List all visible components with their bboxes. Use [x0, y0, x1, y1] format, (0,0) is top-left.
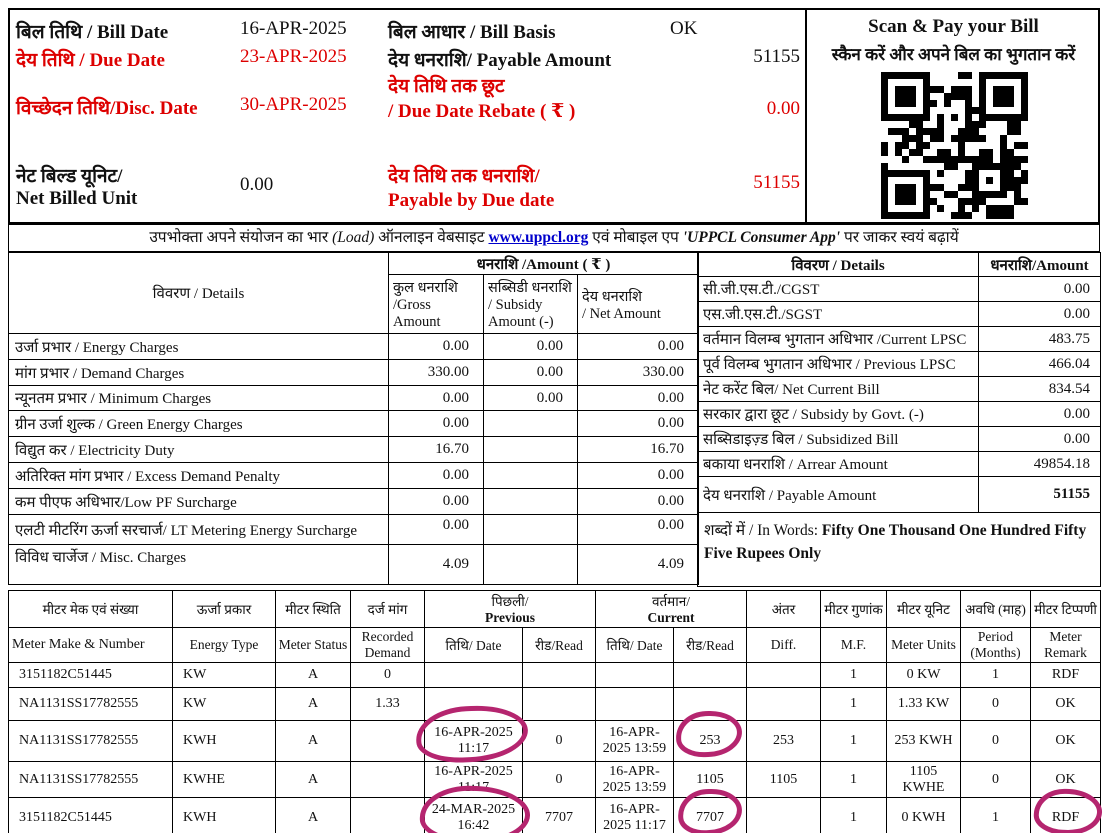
detail-label: वर्तमान विलम्ब भुगतान अधिभार /Current LPSC — [698, 327, 979, 352]
col-header-cur-read: रीड/Read — [674, 628, 747, 663]
cell: 0.00 — [389, 411, 484, 437]
bill-date-value: 16-APR-2025 — [240, 18, 347, 39]
col-header-demand-hi: दर्ज मांग — [351, 591, 425, 628]
cell: 0.00 — [578, 489, 699, 515]
cell: A — [276, 721, 351, 762]
cell: 0.00 — [578, 386, 699, 411]
cell — [596, 688, 674, 721]
cell: 4.09 — [578, 545, 699, 585]
col-header-make-en: Meter Make & Number — [9, 628, 173, 663]
cell: KWHE — [173, 762, 276, 798]
cell — [596, 663, 674, 688]
cell: KW — [173, 688, 276, 721]
cell: 16.70 — [578, 437, 699, 463]
cell — [425, 663, 523, 688]
payable-by-due-date-label-en: Payable by Due date — [388, 190, 555, 211]
cell: 1 — [961, 663, 1031, 688]
cell — [484, 489, 578, 515]
cell: 0.00 — [389, 515, 484, 545]
cell — [351, 798, 425, 833]
cell: 834.54 — [979, 377, 1101, 402]
due-date-label: देय तिथि / Due Date — [16, 50, 165, 71]
cell: 253 — [747, 721, 821, 762]
cell: A — [276, 663, 351, 688]
cell: OK — [1031, 762, 1101, 798]
cell — [674, 688, 747, 721]
cell — [747, 663, 821, 688]
meter-number: 3151182C51445 — [9, 663, 173, 688]
cell: 0 — [961, 762, 1031, 798]
cell — [351, 762, 425, 798]
cell — [747, 688, 821, 721]
cell: A — [276, 798, 351, 833]
cell — [484, 515, 578, 545]
notice-text-3: एवं मोबाइल एप — [588, 229, 683, 246]
cell: 49854.18 — [979, 452, 1101, 477]
charges-details-header: विवरण / Details — [9, 253, 389, 334]
table-row — [698, 513, 1101, 587]
cell-row5-previous-date: 24-MAR-2025 16:42 — [425, 798, 523, 833]
cell: 0.00 — [389, 489, 484, 515]
cell: 0.00 — [578, 515, 699, 545]
payable-by-due-date-value: 51155 — [753, 172, 800, 193]
table-row — [698, 477, 1101, 513]
cell: 0.00 — [578, 411, 699, 437]
charges-amount-header: धनराशि /Amount ( ₹ ) — [389, 253, 699, 275]
due-date-rebate-label-en: / Due Date Rebate ( ₹ ) — [388, 101, 576, 122]
col-header-remark-hi: मीटर टिप्पणी — [1031, 591, 1101, 628]
cell: 0.00 — [389, 334, 484, 360]
bill-date-label: बिल तिथि / Bill Date — [16, 22, 169, 43]
cell: 0.00 — [578, 463, 699, 489]
charge-label: अतिरिक्त मांग प्रभार / Excess Demand Penalty — [9, 463, 389, 489]
cell — [523, 688, 596, 721]
detail-label: एस.जी.एस.टी./SGST — [698, 302, 979, 327]
gross-amount-header: कुल धनराशि /Gross Amount — [389, 275, 484, 334]
table-row — [9, 545, 699, 585]
table-row — [698, 402, 1101, 427]
bill-summary-box — [8, 8, 1100, 224]
cell: 7707 — [523, 798, 596, 833]
detail-label: सब्सिडाइज़्ड बिल / Subsidized Bill — [698, 427, 979, 452]
table-row — [698, 352, 1101, 377]
cell: 0.00 — [979, 427, 1101, 452]
uppcl-website-link[interactable]: www.uppcl.org — [488, 229, 589, 246]
detail-label: देय धनराशि / Payable Amount — [698, 477, 979, 513]
cell: 16.70 — [389, 437, 484, 463]
scan-and-pay-pane — [805, 10, 1100, 222]
net-billed-unit-label-en: Net Billed Unit — [16, 188, 138, 209]
notice-text-1: उपभोक्ता अपने संयोजन का भार — [149, 229, 333, 246]
detail-label: सरकार द्वारा छूट / Subsidy by Govt. (-) — [698, 402, 979, 427]
cell — [747, 798, 821, 833]
cell — [484, 545, 578, 585]
col-header-demand-en: Recorded Demand — [351, 628, 425, 663]
notice-load-word: (Load) — [332, 229, 375, 246]
table-row — [9, 463, 699, 489]
cell: 1.33 — [351, 688, 425, 721]
cell: 16-APR-2025 11:17 — [596, 798, 674, 833]
detail-label: बकाया धनराशि / Arrear Amount — [698, 452, 979, 477]
table-row — [9, 386, 699, 411]
cell: 0 KWH — [887, 798, 961, 833]
cell: 1 — [821, 663, 887, 688]
cell: 253 KWH — [887, 721, 961, 762]
col-header-diff-hi: अंतर — [747, 591, 821, 628]
col-header-remark-en: Meter Remark — [1031, 628, 1101, 663]
cell — [484, 437, 578, 463]
cell: 0.00 — [484, 386, 578, 411]
detail-label: पूर्व विलम्ब भुगतान अधिभार / Previous LPSC — [698, 352, 979, 377]
cell: 466.04 — [979, 352, 1101, 377]
cell-row3-previous-date: 16-APR-2025 11:17 — [425, 721, 523, 762]
cell: OK — [1031, 688, 1101, 721]
table-row — [9, 663, 1101, 688]
payable-amount-label: देय धनराशि/ Payable Amount — [388, 50, 612, 71]
table-row — [9, 489, 699, 515]
scan-pay-title: Scan & Pay your Bill — [868, 16, 1039, 37]
cell — [425, 688, 523, 721]
subsidy-amount-header: सब्सिडी धनराशि / Subsidy Amount (-) — [484, 275, 578, 334]
col-header-period-hi: अवधि (माह) — [961, 591, 1031, 628]
notice-app-name: 'UPPCL Consumer App' — [682, 229, 841, 246]
cell: 0 — [351, 663, 425, 688]
meter-number: NA1131SS17782555 — [9, 688, 173, 721]
table-row — [9, 688, 1101, 721]
cell-row5-current-read: 7707 — [674, 798, 747, 833]
details-amount-header: धनराशि/Amount — [979, 253, 1101, 277]
bill-basis-label: बिल आधार / Bill Basis — [388, 22, 556, 43]
col-header-cur-date: तिथि/ Date — [596, 628, 674, 663]
due-date-value: 23-APR-2025 — [240, 46, 347, 67]
charge-label: कम पीएफ अधिभार/Low PF Surcharge — [9, 489, 389, 515]
cell: 483.75 — [979, 327, 1101, 352]
col-header-prev-date: तिथि/ Date — [425, 628, 523, 663]
detail-label: नेट करेंट बिल/ Net Current Bill — [698, 377, 979, 402]
cell — [674, 663, 747, 688]
cell: 1105 KWHE — [887, 762, 961, 798]
cell: 16-APR-2025 13:59 — [596, 762, 674, 798]
cell: 330.00 — [578, 360, 699, 386]
cell: A — [276, 688, 351, 721]
cell: 0.00 — [979, 277, 1101, 302]
charge-label: न्यूनतम प्रभार / Minimum Charges — [9, 386, 389, 411]
col-header-period-en: Period (Months) — [961, 628, 1031, 663]
cell: 4.09 — [389, 545, 484, 585]
col-header-mf-en: M.F. — [821, 628, 887, 663]
cell: OK — [1031, 721, 1101, 762]
cell: 0 — [523, 721, 596, 762]
charge-label: उर्जा प्रभार / Energy Charges — [9, 334, 389, 360]
cell: KWH — [173, 798, 276, 833]
cell: RDF — [1031, 663, 1101, 688]
cell: 1105 — [747, 762, 821, 798]
cell: 1 — [821, 688, 887, 721]
net-billed-unit-value: 0.00 — [240, 174, 274, 195]
net-billed-unit-label-hi: नेट बिल्ड यूनिट/ — [16, 166, 123, 187]
meter-number: NA1131SS17782555 — [9, 762, 173, 798]
cell: 0.00 — [578, 334, 699, 360]
cell: 1 — [821, 762, 887, 798]
charge-label: विद्युत कर / Electricity Duty — [9, 437, 389, 463]
col-header-energy-en: Energy Type — [173, 628, 276, 663]
cell: 0.00 — [389, 463, 484, 489]
qr-code — [881, 72, 1028, 219]
charges-table — [8, 252, 699, 585]
table-row — [9, 437, 699, 463]
disc-date-label: विच्छेदन तिथि/Disc. Date — [16, 98, 198, 119]
col-header-units-en: Meter Units — [887, 628, 961, 663]
cell: 0 — [523, 762, 596, 798]
cell — [484, 411, 578, 437]
col-header-diff-en: Diff. — [747, 628, 821, 663]
table-row — [698, 452, 1101, 477]
due-date-rebate-label-hi: देय तिथि तक छूट — [388, 76, 505, 97]
cell: 330.00 — [389, 360, 484, 386]
payable-amount-cell: 51155 — [979, 477, 1101, 513]
bill-basis-value: OK — [670, 18, 698, 39]
table-row — [9, 411, 699, 437]
cell: 0.00 — [979, 402, 1101, 427]
cell: 1 — [961, 798, 1031, 833]
charge-label: विविध चार्जेज / Misc. Charges — [9, 545, 389, 585]
detail-label: सी.जी.एस.टी./CGST — [698, 277, 979, 302]
table-row — [698, 427, 1101, 452]
charge-label: ग्रीन उर्जा शुल्क / Green Energy Charges — [9, 411, 389, 437]
col-header-status-hi: मीटर स्थिति — [276, 591, 351, 628]
col-header-mf-hi: मीटर गुणांक — [821, 591, 887, 628]
cell: KWH — [173, 721, 276, 762]
cell: 0 — [961, 688, 1031, 721]
cell: A — [276, 762, 351, 798]
cell: 0.00 — [484, 360, 578, 386]
cell: 0.00 — [389, 386, 484, 411]
cell: 16-APR-2025 13:59 — [596, 721, 674, 762]
col-header-prev-read: रीड/Read — [523, 628, 596, 663]
table-row — [698, 377, 1101, 402]
meter-number: NA1131SS17782555 — [9, 721, 173, 762]
cell — [523, 663, 596, 688]
amount-in-words: शब्दों में / In Words: Fifty One Thousand One Hundred Fifty Five Rupees Only — [698, 513, 1101, 587]
cell — [351, 721, 425, 762]
details-header: विवरण / Details — [698, 253, 979, 277]
charge-label: एलटी मीटरिंग ऊर्जा सरचार्ज/ LT Metering Energy Surcharge — [9, 515, 389, 545]
cell: KW — [173, 663, 276, 688]
payable-amount-value: 51155 — [753, 46, 800, 67]
disc-date-value: 30-APR-2025 — [240, 94, 347, 115]
cell: RDF — [1031, 798, 1101, 833]
cell: 0.00 — [484, 334, 578, 360]
cell — [484, 463, 578, 489]
cell: 0 — [961, 721, 1031, 762]
table-row — [9, 360, 699, 386]
col-header-make-hi: मीटर मेक एवं संख्या — [9, 591, 173, 628]
charge-label: मांग प्रभार / Demand Charges — [9, 360, 389, 386]
net-amount-header: देय धनराशि / Net Amount — [578, 275, 699, 334]
table-row — [9, 762, 1101, 798]
cell: 1105 — [674, 762, 747, 798]
cell: 16-APR-2025 11:17 — [425, 762, 523, 798]
col-header-units-hi: मीटर यूनिट — [887, 591, 961, 628]
col-header-previous: पिछली/ Previous — [425, 591, 596, 628]
table-row — [9, 721, 1101, 762]
cell: 1 — [821, 721, 887, 762]
table-row — [698, 302, 1101, 327]
cell-row3-current-read: 253 — [674, 721, 747, 762]
cell: 1.33 KW — [887, 688, 961, 721]
notice-text-4: पर जाकर स्वयं बढ़ायें — [840, 229, 959, 246]
col-header-status-en: Meter Status — [276, 628, 351, 663]
cell: 0 KW — [887, 663, 961, 688]
meter-number: 3151182C51445 — [9, 798, 173, 833]
due-date-rebate-value: 0.00 — [766, 98, 800, 119]
col-header-current: वर्तमान/ Current — [596, 591, 747, 628]
table-row — [9, 334, 699, 360]
load-enhancement-notice — [8, 224, 1100, 252]
table-row — [698, 327, 1101, 352]
cell: 1 — [821, 798, 887, 833]
table-row — [9, 515, 699, 545]
cell: 0.00 — [979, 302, 1101, 327]
meter-readings-table — [8, 590, 1101, 833]
scan-pay-subtitle: स्कैन करें और अपने बिल का भुगतान करें — [831, 45, 1076, 64]
bill-details-table — [697, 252, 1101, 587]
table-row — [9, 798, 1101, 833]
payable-by-due-date-label-hi: देय तिथि तक धनराशि/ — [388, 166, 540, 187]
col-header-energy-hi: ऊर्जा प्रकार — [173, 591, 276, 628]
table-row — [698, 277, 1101, 302]
notice-text-2: ऑनलाइन वेबसाइट — [374, 229, 489, 246]
